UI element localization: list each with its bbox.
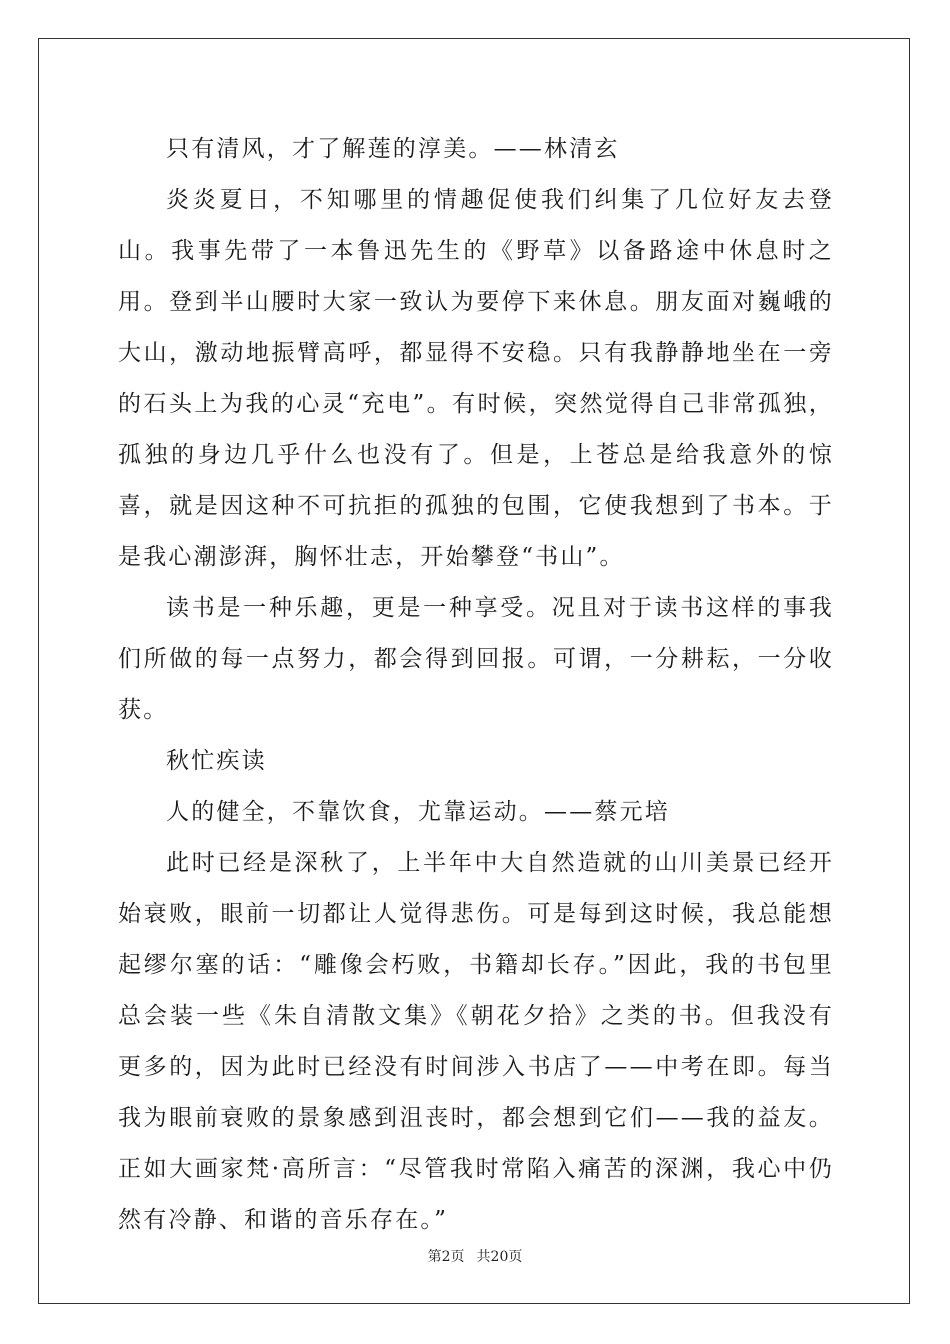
page-footer: [0, 1246, 950, 1266]
document-body: [118, 124, 834, 1246]
page-number: 第2页: [427, 1249, 465, 1265]
quote-paragraph-1: 只有清风，才了解莲的淳美。——林清玄: [166, 136, 620, 162]
section-heading: 秋忙疾读: [166, 748, 267, 774]
quote-paragraph-2: 人的健全，不靠饮食，尤靠运动。——蔡元培: [166, 799, 670, 825]
body-paragraph-1: 炎炎夏日，不知哪里的情趣促使我们纠集了几位好友去登山。我事先带了一本鲁迅先生的《野草》以备路途中休息时之用。登到半山腰时大家一致认为要停下来休息。朋友面对巍峨的大山，激动地振臂高呼，都显得不安稳。只有我静静地坐在一旁的石头上为我的心灵“充电”。有时候，突然觉得自己非常孤独，孤独的身边几乎什么也没有了。但是，上苍总是给我意外的惊喜，就是因这种不可抗拒的孤独的包围，它使我想到了书本。于是我心潮澎湃，胸怀壮志，开始攀登“书山”。: [118, 187, 834, 570]
body-paragraph-2: 读书是一种乐趣，更是一种享受。况且对于读书这样的事我们所做的每一点努力，都会得到回报。可谓，一分耕耘，一分收获。: [118, 595, 834, 723]
page-total: 共20页: [476, 1249, 523, 1265]
body-paragraph-3: 此时已经是深秋了，上半年中大自然造就的山川美景已经开始衰败，眼前一切都让人觉得悲伤。可是每到这时候，我总能想起缪尔塞的话：“雕像会朽败，书籍却长存。”因此，我的书包里总会装一些《朱自清散文集》《朝花夕拾》之类的书。但我没有更多的，因为此时已经没有时间涉入书店了——中考在即。每当我为眼前衰败的景象感到沮丧时，都会想到它们——我的益友。正如大画家梵·高所言：“尽管我时常陷入痛苦的深渊，我心中仍然有冷静、和谐的音乐存在。”: [118, 850, 834, 1233]
